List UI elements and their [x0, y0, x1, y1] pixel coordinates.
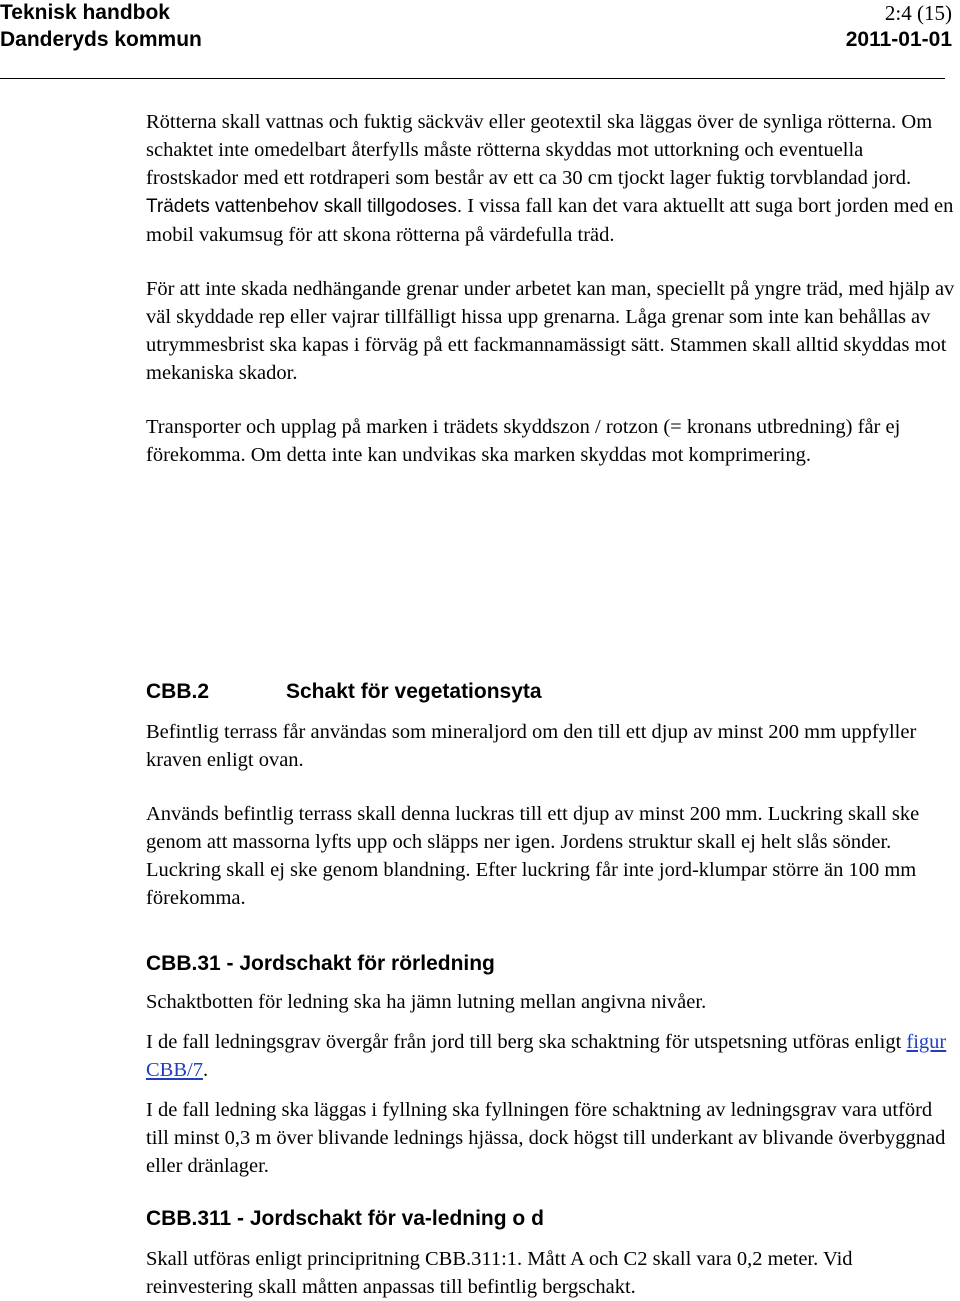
paragraph: För att inte skada nedhängande grenar under arbetet kan man, speciellt på yngre träd, med hjälp av väl skyddade rep eller vajrar tillfälligt hissa upp grenarna. Låga grenar som inte kan behållas av utrymmesbrist ska kapas i förväg på ett fackmannamässigt sätt. Stammen skall alltid skyddas mot mekaniska skador.: [146, 278, 955, 384]
cbb2-section: [146, 718, 960, 912]
paragraph: Används befintlig terrass skall denna luckras till ett djup av minst 200 mm. Luckring skall ske genom att massorna lyfts upp och släpps ner igen. Jordens struktur skall ej helt slås sönder. Luckring skall ej ske genom blandning. Efter luckring får inte jord-klumpar större än 100 mm förekomma.: [146, 803, 920, 909]
paragraph-text: Rötterna skall vattnas och fuktig säckväv eller geotextil ska läggas över de synliga rötterna. Om schaktet inte omedelbart återfylls måste rötterna skyddas mot uttorkning och eventuella frostskador med ett rotdraperi som består av ett ca 30 cm tjockt lager fuktig torvblandad jord.: [146, 111, 933, 189]
paragraph-text-emphasis: Trädets vattenbehov skall tillgodoses.: [146, 196, 463, 217]
intro-section: [146, 108, 960, 469]
paragraph: Schaktbotten för ledning ska ha jämn lutning mellan angivna nivåer.: [146, 991, 707, 1013]
paragraph-text: I de fall ledningsgrav övergår från jord till berg ska schaktning för utspetsning utföras enligt: [146, 1031, 907, 1053]
header-page-number: 2:4 (15): [884, 1, 952, 25]
section-heading-cbb2: [146, 678, 946, 706]
paragraph: I de fall ledning ska läggas i fyllning ska fyllningen före schaktning av ledningsgrav vara utförd till minst 0,3 m över blivande lednings hjässa, dock högst till underkant av blivande överbyggnad eller dränlager.: [146, 1099, 946, 1177]
cbb311-section: [146, 1245, 960, 1301]
section-heading-cbb31: CBB.31 - Jordschakt för rörledning: [146, 952, 495, 975]
cbb31-section: [146, 988, 960, 1180]
section-number: CBB.2: [146, 680, 210, 703]
section-heading-cbb311: CBB.311 - Jordschakt för va-ledning o d: [146, 1207, 544, 1230]
section-title: Schakt för vegetationsyta: [286, 680, 542, 703]
figure-link[interactable]: figur CBB/7: [146, 1031, 947, 1081]
page-header: [0, 0, 960, 60]
header-title: Teknisk handbok: [0, 1, 170, 24]
paragraph-text: I vissa fall kan det vara aktuellt att suga bort jorden med en mobil vakumsug för att skona rötterna på värdefulla träd.: [146, 195, 954, 246]
header-date: 2011-01-01: [845, 28, 952, 51]
paragraph: Befintlig terrass får användas som mineraljord om den till ett djup av minst 200 mm uppfyller kraven enligt ovan.: [146, 721, 917, 771]
header-org: Danderyds kommun: [0, 28, 202, 51]
paragraph: Transporter och upplag på marken i trädets skyddszon / rotzon (= kronans utbredning) får ej förekomma. Om detta inte kan undvikas ska marken skyddas mot komprimering.: [146, 416, 901, 466]
paragraph-text: .: [202, 1059, 209, 1081]
paragraph: Skall utföras enligt principritning CBB.311:1. Mått A och C2 skall vara 0,2 meter. Vid reinvestering skall måtten anpassas till befintlig bergschakt.: [146, 1248, 853, 1298]
paragraph: [146, 1028, 960, 1084]
paragraph: [146, 108, 960, 249]
header-divider: [0, 78, 945, 79]
